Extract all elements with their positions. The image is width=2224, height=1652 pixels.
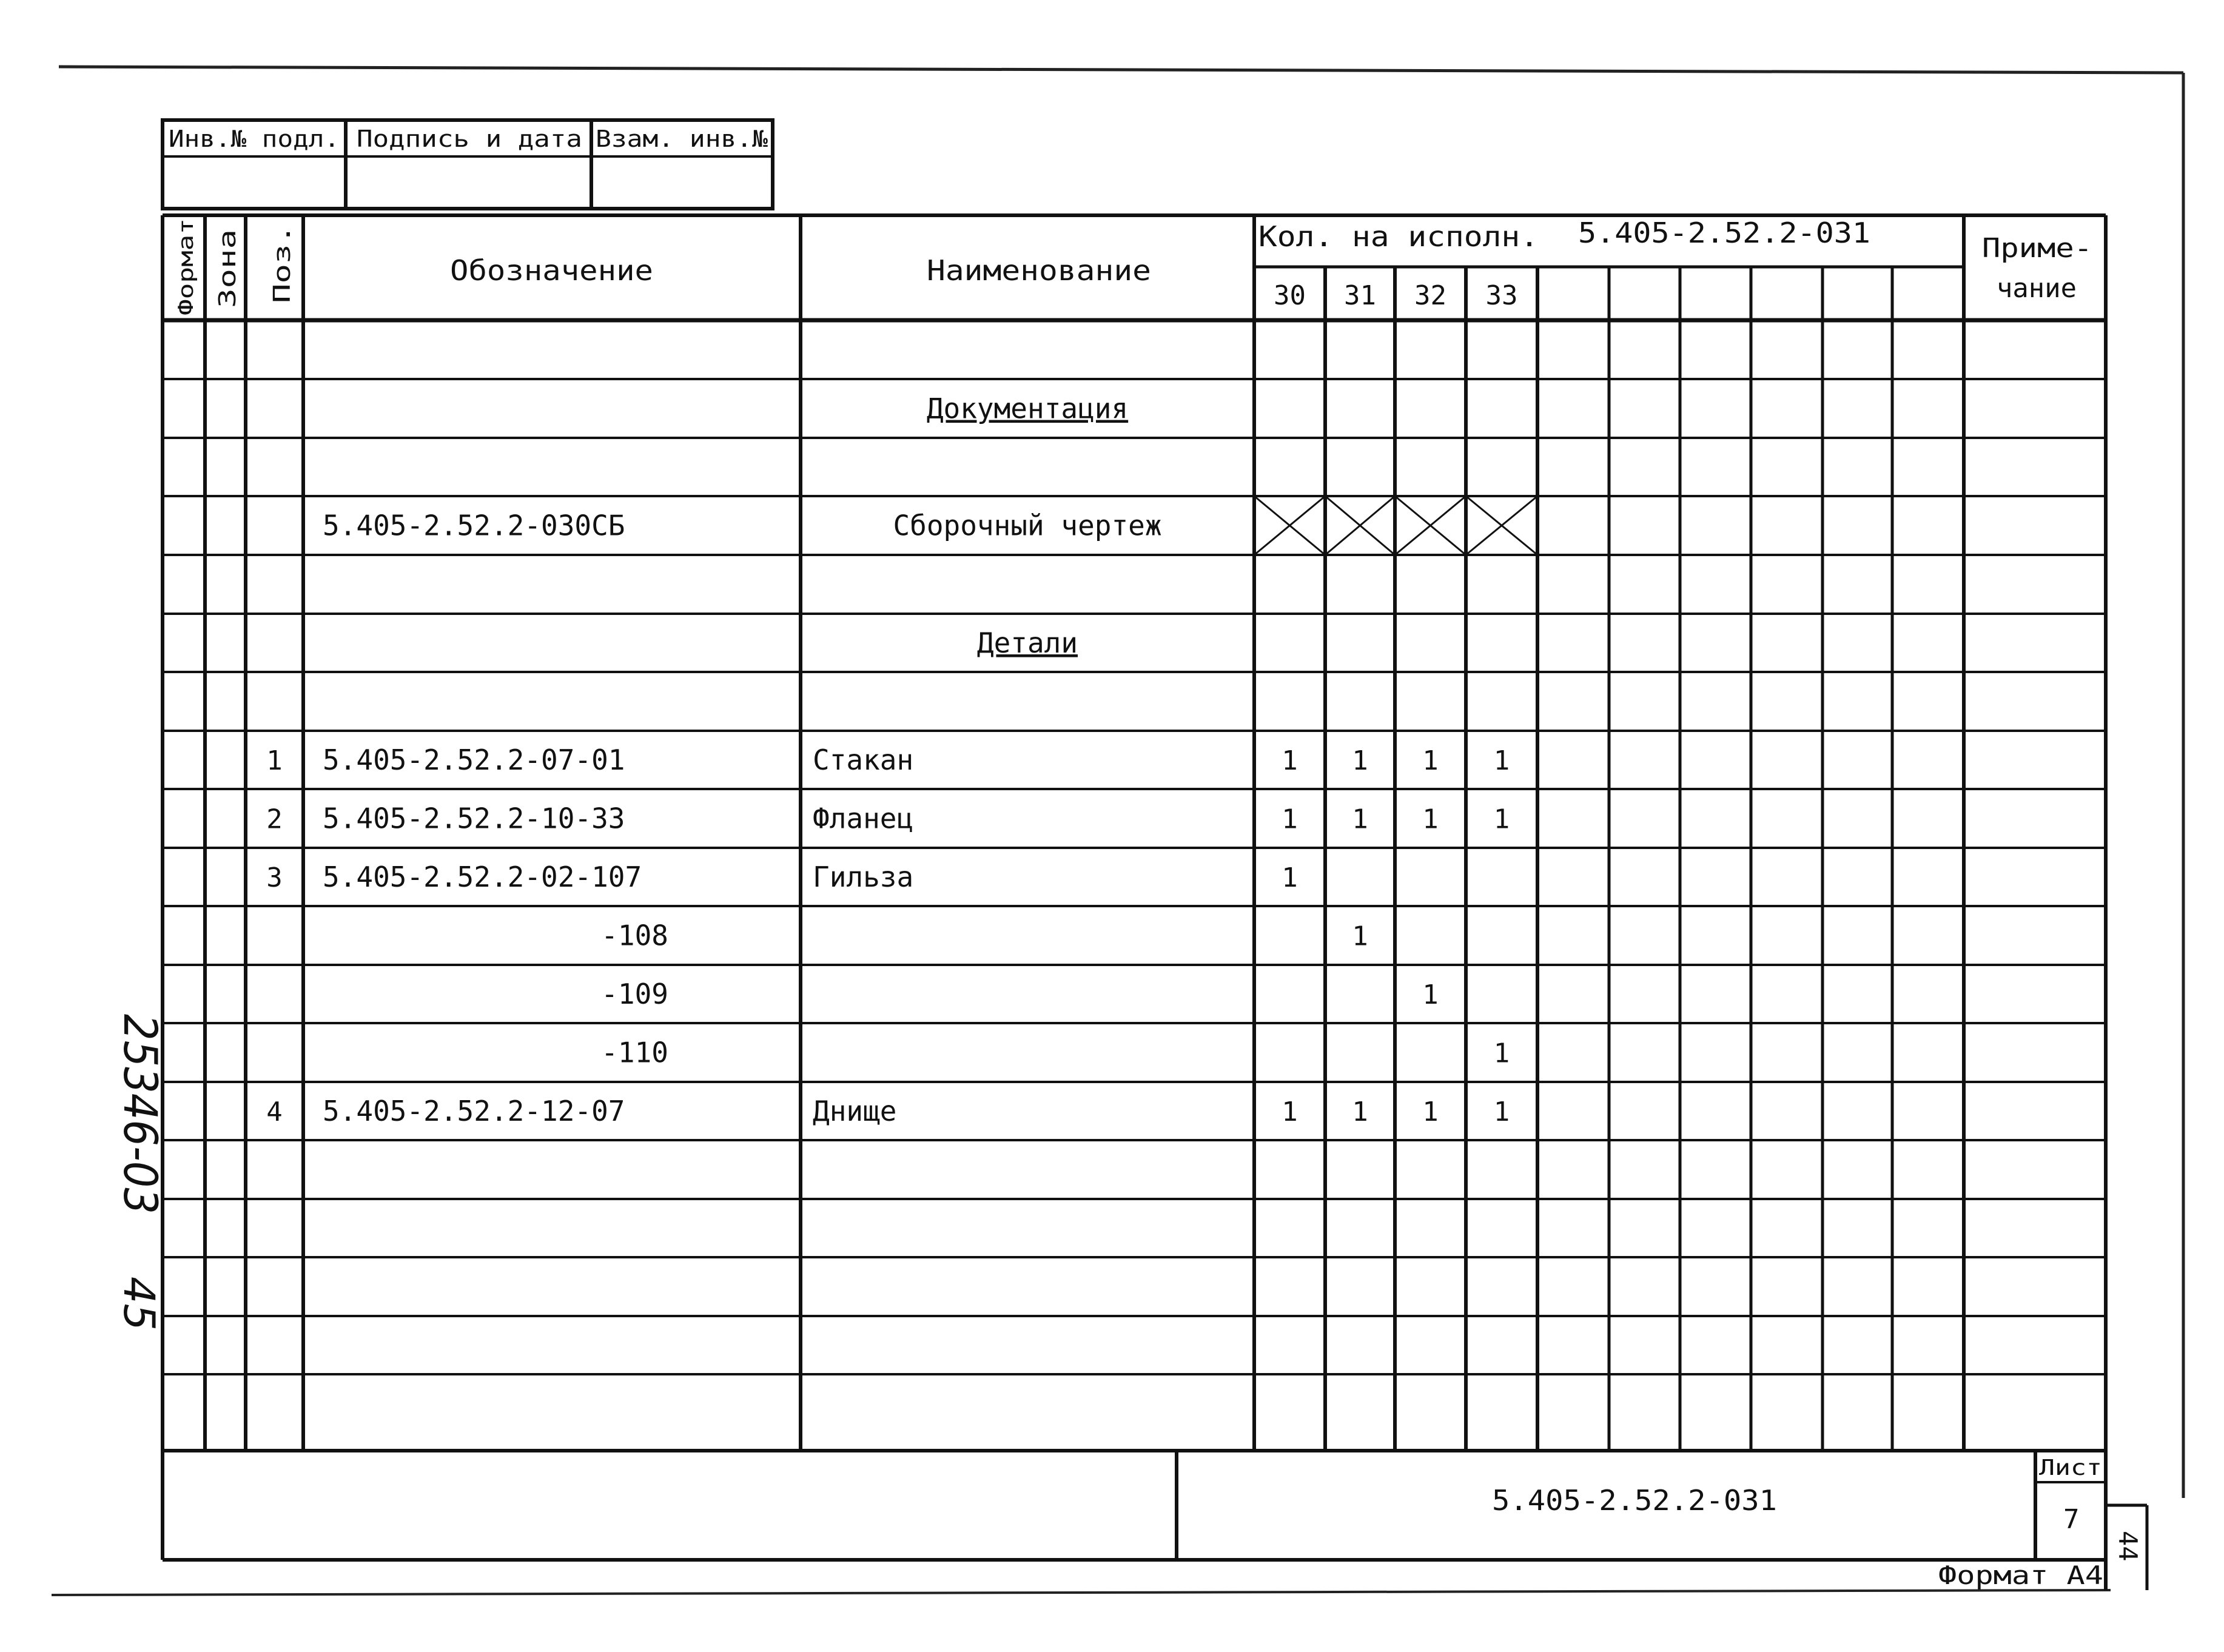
cell-qty-32: 1 bbox=[1422, 1096, 1439, 1127]
table-row bbox=[266, 1095, 1510, 1127]
cell-qty-31: 1 bbox=[1352, 1096, 1368, 1127]
margin-note-code: 25346-03 bbox=[113, 1014, 167, 1236]
header-primechanie-1: Приме- bbox=[1982, 233, 2092, 264]
spec-table-body bbox=[266, 392, 1510, 1128]
variant-header-31: 31 bbox=[1344, 280, 1376, 311]
header-format: Формат bbox=[174, 241, 198, 315]
cell-qty-32: 1 bbox=[1422, 979, 1439, 1010]
cell-poz: 1 bbox=[266, 745, 283, 776]
variant-header-33: 33 bbox=[1485, 280, 1518, 311]
header-kol-doc: 5.405-2.52.2-031 bbox=[1578, 217, 1870, 249]
cell-oboznachenie: 5.405-2.52.2-10-33 bbox=[323, 802, 625, 835]
footer-title-block-lines bbox=[163, 1451, 2147, 1590]
cell-qty-30: 1 bbox=[1282, 804, 1298, 835]
cell-oboznachenie: 5.405-2.52.2-07-01 bbox=[323, 744, 625, 776]
section-heading: Детали bbox=[976, 626, 1078, 659]
cell-naimenovanie: Фланец bbox=[813, 802, 914, 835]
cell-oboznachenie: 5.405-2.52.2-02-107 bbox=[323, 861, 642, 893]
cell-qty-31: 1 bbox=[1352, 921, 1368, 952]
header-zona: Зона bbox=[214, 252, 241, 308]
header-primechanie-2: чание bbox=[1997, 273, 2077, 304]
cell-naimenovanie: Днище bbox=[813, 1095, 897, 1127]
footer-list-number: 7 bbox=[2063, 1504, 2080, 1535]
cell-oboznachenie: -110 bbox=[601, 1036, 668, 1069]
stamp-podpis-data: Подпись и дата bbox=[357, 126, 582, 152]
cell-qty-33: 1 bbox=[1493, 804, 1510, 835]
header-kol-label: Кол. на исполн. bbox=[1258, 220, 1539, 253]
table-row bbox=[266, 744, 1510, 776]
cell-naimenovanie: Гильза bbox=[813, 861, 914, 893]
table-row bbox=[266, 861, 1298, 893]
cell-qty-32: 1 bbox=[1422, 745, 1439, 776]
header-oboznachenie: Обозначение bbox=[450, 254, 653, 287]
cell-poz: 3 bbox=[266, 862, 283, 893]
cell-qty-33: 1 bbox=[1493, 745, 1510, 776]
cell-oboznachenie: 5.405-2.52.2-030СБ bbox=[323, 509, 625, 542]
cell-poz: 4 bbox=[266, 1096, 283, 1127]
header-naimenovanie: Наименование bbox=[927, 254, 1151, 287]
cell-qty-30: 1 bbox=[1282, 1096, 1298, 1127]
footer-page-number: 44 bbox=[2113, 1531, 2143, 1562]
cell-oboznachenie: 5.405-2.52.2-12-07 bbox=[323, 1095, 625, 1127]
cell-qty-33: 1 bbox=[1493, 1038, 1510, 1069]
margin-note-page: 45 bbox=[114, 1277, 164, 1331]
footer-format-label: Формат А4 bbox=[1938, 1560, 2103, 1590]
cell-qty-31: 1 bbox=[1352, 804, 1368, 835]
table-row bbox=[323, 509, 1162, 542]
section-heading: Документация bbox=[926, 392, 1129, 425]
stamp-vzam-inv: Взам. инв.№ bbox=[596, 126, 768, 152]
cell-qty-30: 1 bbox=[1282, 745, 1298, 776]
cell-naimenovanie: Стакан bbox=[813, 744, 914, 776]
table-row bbox=[601, 978, 1439, 1010]
stamp-inv-podl: Инв.№ подл. bbox=[169, 126, 340, 152]
cell-qty-33: 1 bbox=[1493, 1096, 1510, 1127]
footer-list-label: Лист bbox=[2039, 1456, 2102, 1480]
variant-header-30: 30 bbox=[1274, 280, 1306, 311]
cell-qty-30: 1 bbox=[1282, 862, 1298, 893]
header-poz: Поз. bbox=[269, 247, 295, 303]
table-row bbox=[977, 626, 1078, 659]
cell-oboznachenie: -109 bbox=[601, 978, 668, 1010]
cell-oboznachenie: -108 bbox=[601, 919, 668, 952]
cell-qty-32: 1 bbox=[1422, 804, 1439, 835]
table-row bbox=[266, 802, 1510, 835]
cell-naimenovanie: Сборочный чертеж bbox=[893, 509, 1162, 542]
variant-header-32: 32 bbox=[1414, 280, 1446, 311]
footer-doc-number: 5.405-2.52.2-031 bbox=[1492, 1484, 1777, 1517]
cell-poz: 2 bbox=[266, 804, 283, 835]
table-row bbox=[601, 1036, 1510, 1069]
table-row bbox=[927, 392, 1128, 425]
cell-qty-31: 1 bbox=[1352, 745, 1368, 776]
